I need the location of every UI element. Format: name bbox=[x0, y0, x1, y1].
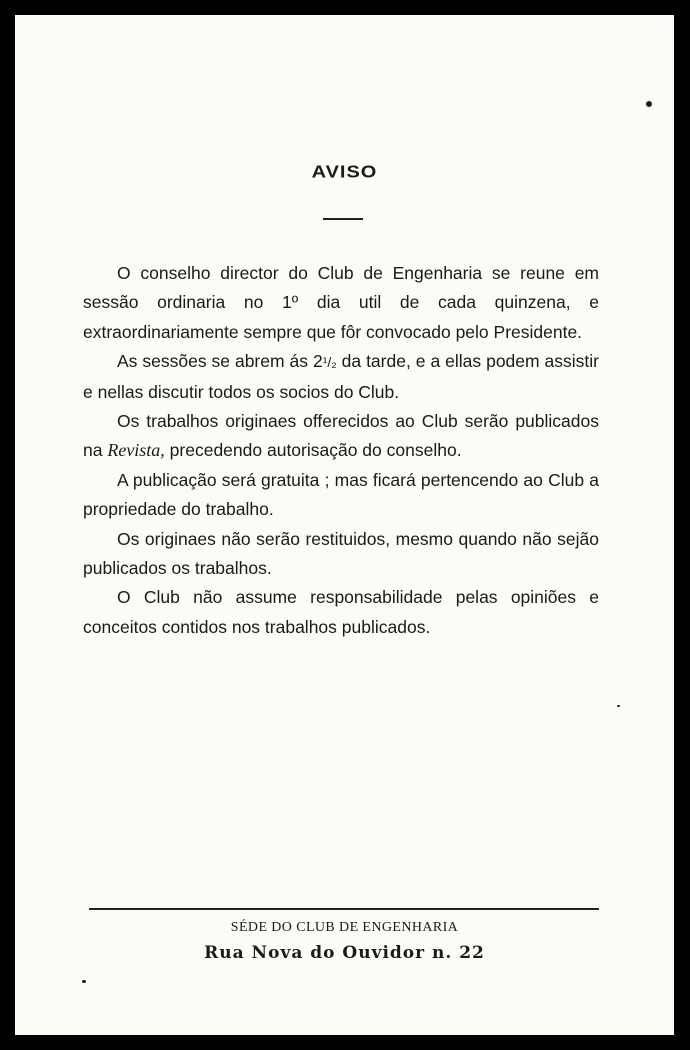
print-speck bbox=[617, 705, 620, 707]
title-underline bbox=[323, 218, 363, 220]
sessions-text-end: da tarde, e a ellas podem assistir e nellas discutir todos os socios do Club. bbox=[83, 351, 600, 402]
paragraph-meetings: O conselho director do Club de Engenharia se reune em sessão ordinaria no 1º dia util de cada quinzena, e extraordinariamente sempre que fôr convocado pelo Presidente. bbox=[83, 263, 599, 342]
papers-text-start: Os trabalhos originaes offerecidos ao Club serão publicados na bbox=[83, 411, 599, 461]
sessions-fraction: ¹/₂ bbox=[322, 354, 337, 371]
sessions-text-start: As sessões se abrem ás 2 bbox=[117, 351, 323, 372]
print-speck bbox=[82, 980, 86, 983]
print-speck bbox=[646, 101, 652, 107]
revista-title: Revista, bbox=[107, 440, 165, 461]
footer-seat: SÉDE DO CLUB DE ENGENHARIA bbox=[230, 920, 459, 935]
paragraph-originals: Os originaes não serão restituidos, mesmo quando não sejão publicados os trabalhos. bbox=[83, 528, 599, 579]
paragraph-papers bbox=[83, 407, 599, 466]
footer-rule bbox=[89, 908, 599, 910]
page-title: AVISO bbox=[311, 162, 378, 182]
paragraph-sessions bbox=[83, 347, 599, 407]
paragraph-publication: A publicação será gratuita ; mas ficará pertencendo ao Club a propriedade do trabalho. bbox=[83, 469, 599, 520]
footer-address: Rua Nova do Ouvidor n. 22 bbox=[204, 943, 485, 963]
papers-text-end: precedendo autorisação do conselho. bbox=[164, 440, 462, 461]
document-page bbox=[15, 15, 674, 1035]
paragraph-responsibility: O Club não assume responsabilidade pelas opiniões e conceitos contidos nos trabalhos publicados. bbox=[83, 587, 599, 637]
notice-body bbox=[83, 259, 599, 642]
